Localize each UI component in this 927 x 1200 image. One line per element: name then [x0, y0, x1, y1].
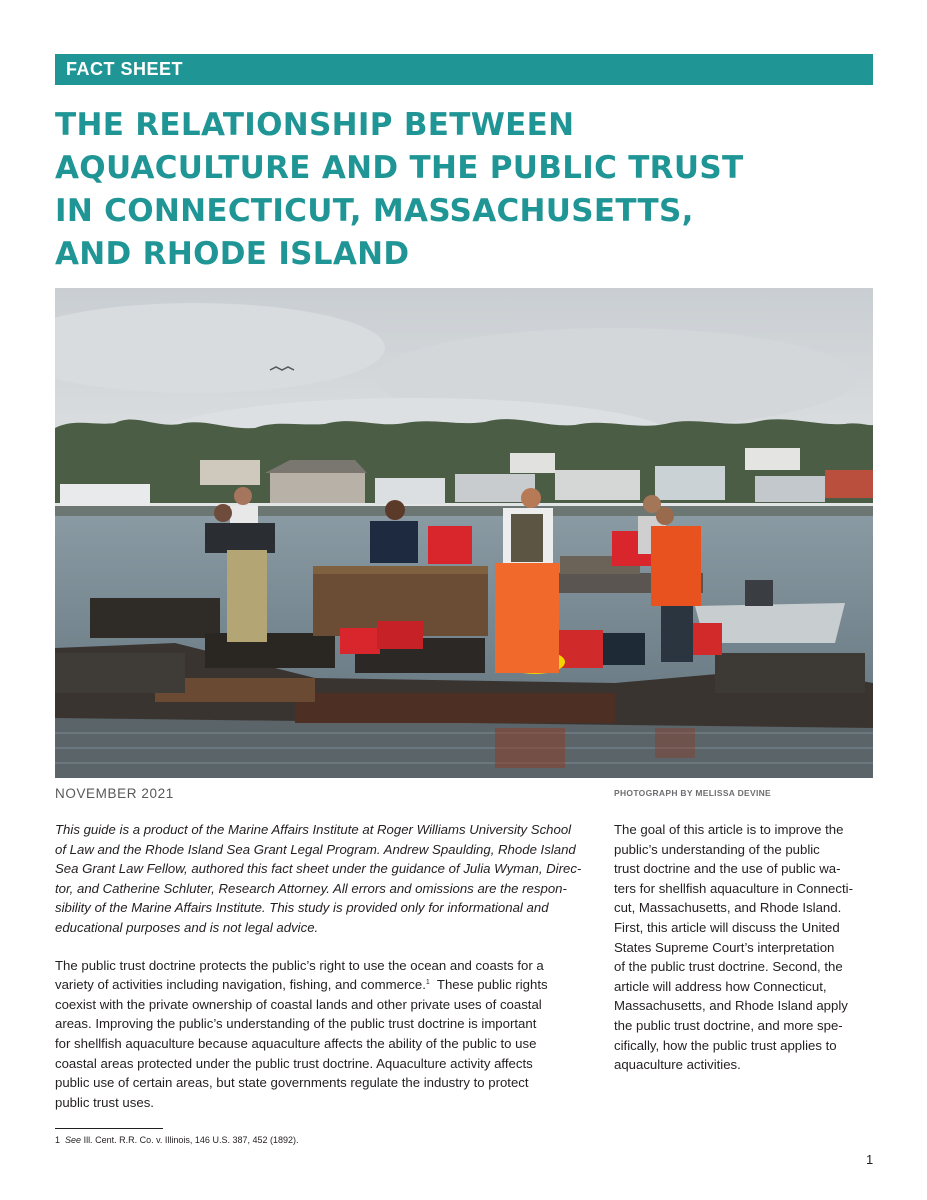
goal-line: cifically, how the public trust applies to: [614, 1037, 837, 1053]
goal-line: States Supreme Court’s interpretation: [614, 939, 835, 955]
footnote-number: 1: [55, 1135, 61, 1145]
intro-line: educational purposes and is not legal advice.: [55, 919, 319, 935]
intro-paragraph: [55, 820, 590, 938]
page-number: 1: [866, 1152, 874, 1167]
goal-line: of the public trust doctrine. Second, the: [614, 959, 843, 975]
body-line: public use of certain areas, but state governments regulate the industry to protect: [55, 1075, 529, 1091]
intro-line: Sea Grant Law Fellow, authored this fact sheet under the guidance of Julia Wyman, Direc-: [55, 861, 582, 877]
left-column: [55, 820, 590, 1112]
title-line: AND RHODE ISLAND: [55, 236, 410, 272]
body-line: areas. Improving the public’s understanding of the public trust doctrine is important: [55, 1016, 537, 1032]
intro-line: tor, and Catherine Schluter, Research Attorney. All errors and omissions are the respon-: [55, 880, 567, 896]
fact-sheet-label: FACT SHEET: [66, 59, 184, 79]
body-line: The public trust doctrine protects the public’s right to use the ocean and coasts for a: [55, 957, 544, 973]
right-column: [614, 820, 876, 1075]
goal-line: public’s understanding of the public: [614, 841, 820, 857]
photo-credit: PHOTOGRAPH BY MELISSA DEVINE: [614, 788, 772, 798]
footnote-citation: Ill. Cent. R.R. Co. v. Illinois, 146 U.S. 387, 452 (1892).: [83, 1135, 299, 1145]
body-line: coastal areas protected under the public trust doctrine. Aquaculture activity affects: [55, 1055, 533, 1071]
goal-line: First, this article will discuss the United: [614, 919, 840, 935]
goal-line: cut, Massachusetts, and Rhode Island.: [614, 900, 842, 916]
goal-line: article will address how Connecticut,: [614, 978, 827, 994]
fact-sheet-band: [55, 54, 873, 85]
title-line: IN CONNECTICUT, MASSACHUSETTS,: [55, 193, 694, 229]
intro-line: of Law and the Rhode Island Sea Grant Legal Program. Andrew Spaulding, Rhode Island: [55, 841, 576, 857]
footnote: [55, 1135, 299, 1145]
title-line: AQUACULTURE AND THE PUBLIC TRUST: [55, 150, 744, 186]
page-title: [55, 104, 873, 276]
goal-line: aquaculture activities.: [614, 1057, 741, 1073]
title-line: THE RELATIONSHIP BETWEEN: [55, 107, 575, 143]
body-line-with-footnote: [55, 975, 590, 995]
goal-paragraph: [614, 820, 876, 1075]
aquaculture-photo: [55, 288, 873, 778]
footnote-ref[interactable]: 1: [425, 979, 430, 987]
body-line-text: variety of activities including navigation, fishing, and commerce.: [55, 977, 426, 993]
body-line: coexist with the private ownership of coastal lands and other private uses of coastal: [55, 996, 542, 1012]
goal-line: ters for shellfish aquaculture in Connecti-: [614, 880, 853, 896]
goal-line: The goal of this article is to improve the: [614, 822, 844, 837]
goal-line: Massachusetts, and Rhode Island apply: [614, 998, 848, 1014]
intro-line: This guide is a product of the Marine Affairs Institute at Roger Williams University School: [55, 822, 572, 837]
body-line-text: These public rights: [436, 977, 548, 993]
publication-date: NOVEMBER 2021: [55, 786, 174, 801]
body-line: public trust uses.: [55, 1094, 154, 1110]
goal-line: trust doctrine and the use of public wa-: [614, 861, 841, 877]
body-paragraph: [55, 956, 590, 1113]
intro-line: sibility of the Marine Affairs Institute. This study is provided only for informational and: [55, 900, 549, 916]
footnote-divider: [55, 1128, 163, 1129]
footnote-see: See: [65, 1135, 82, 1145]
body-line: for shellfish aquaculture because aquaculture affects the ability of the public to use: [55, 1035, 537, 1051]
goal-line: the public trust doctrine, and more spe-: [614, 1017, 843, 1033]
